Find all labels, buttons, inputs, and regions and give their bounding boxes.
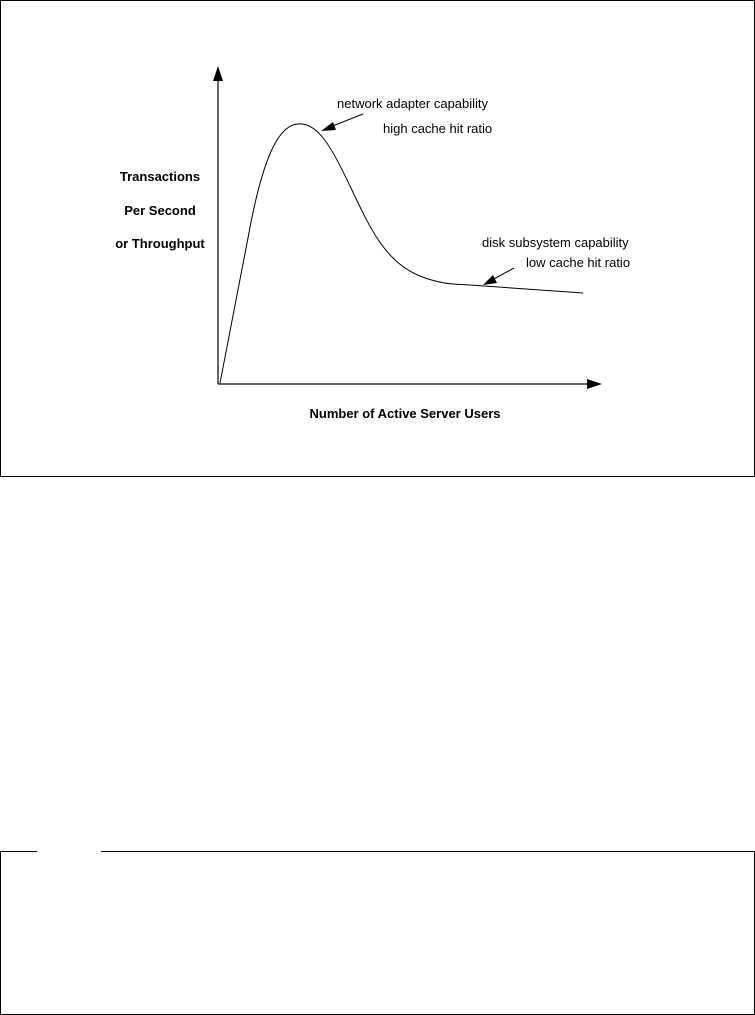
y-axis-label-line-3: or Throughput (115, 236, 205, 251)
y-axis-label-line-1: Transactions (119, 169, 201, 184)
peak-annotation-line-1: network adapter capability (337, 96, 489, 111)
peak-pointer-arrowhead (321, 122, 336, 131)
x-axis-arrowhead (587, 379, 602, 389)
plateau-pointer-arrowhead (483, 275, 497, 285)
x-axis-label: Number of Active Server Users (309, 406, 501, 421)
peak-annotation-line-2: high cache hit ratio (383, 121, 493, 136)
plateau-annotation-line-1: disk subsystem capability (482, 235, 629, 250)
plateau-annotation-line-2: low cache hit ratio (526, 255, 631, 270)
y-axis-label-line-2: Per Second (124, 203, 196, 218)
note-box-header-gap (37, 850, 101, 854)
plateau-pointer-line (492, 268, 514, 280)
note-box (0, 851, 755, 1015)
peak-pointer-line (330, 114, 363, 127)
y-axis-arrowhead (213, 66, 223, 81)
throughput-curve (220, 124, 583, 383)
